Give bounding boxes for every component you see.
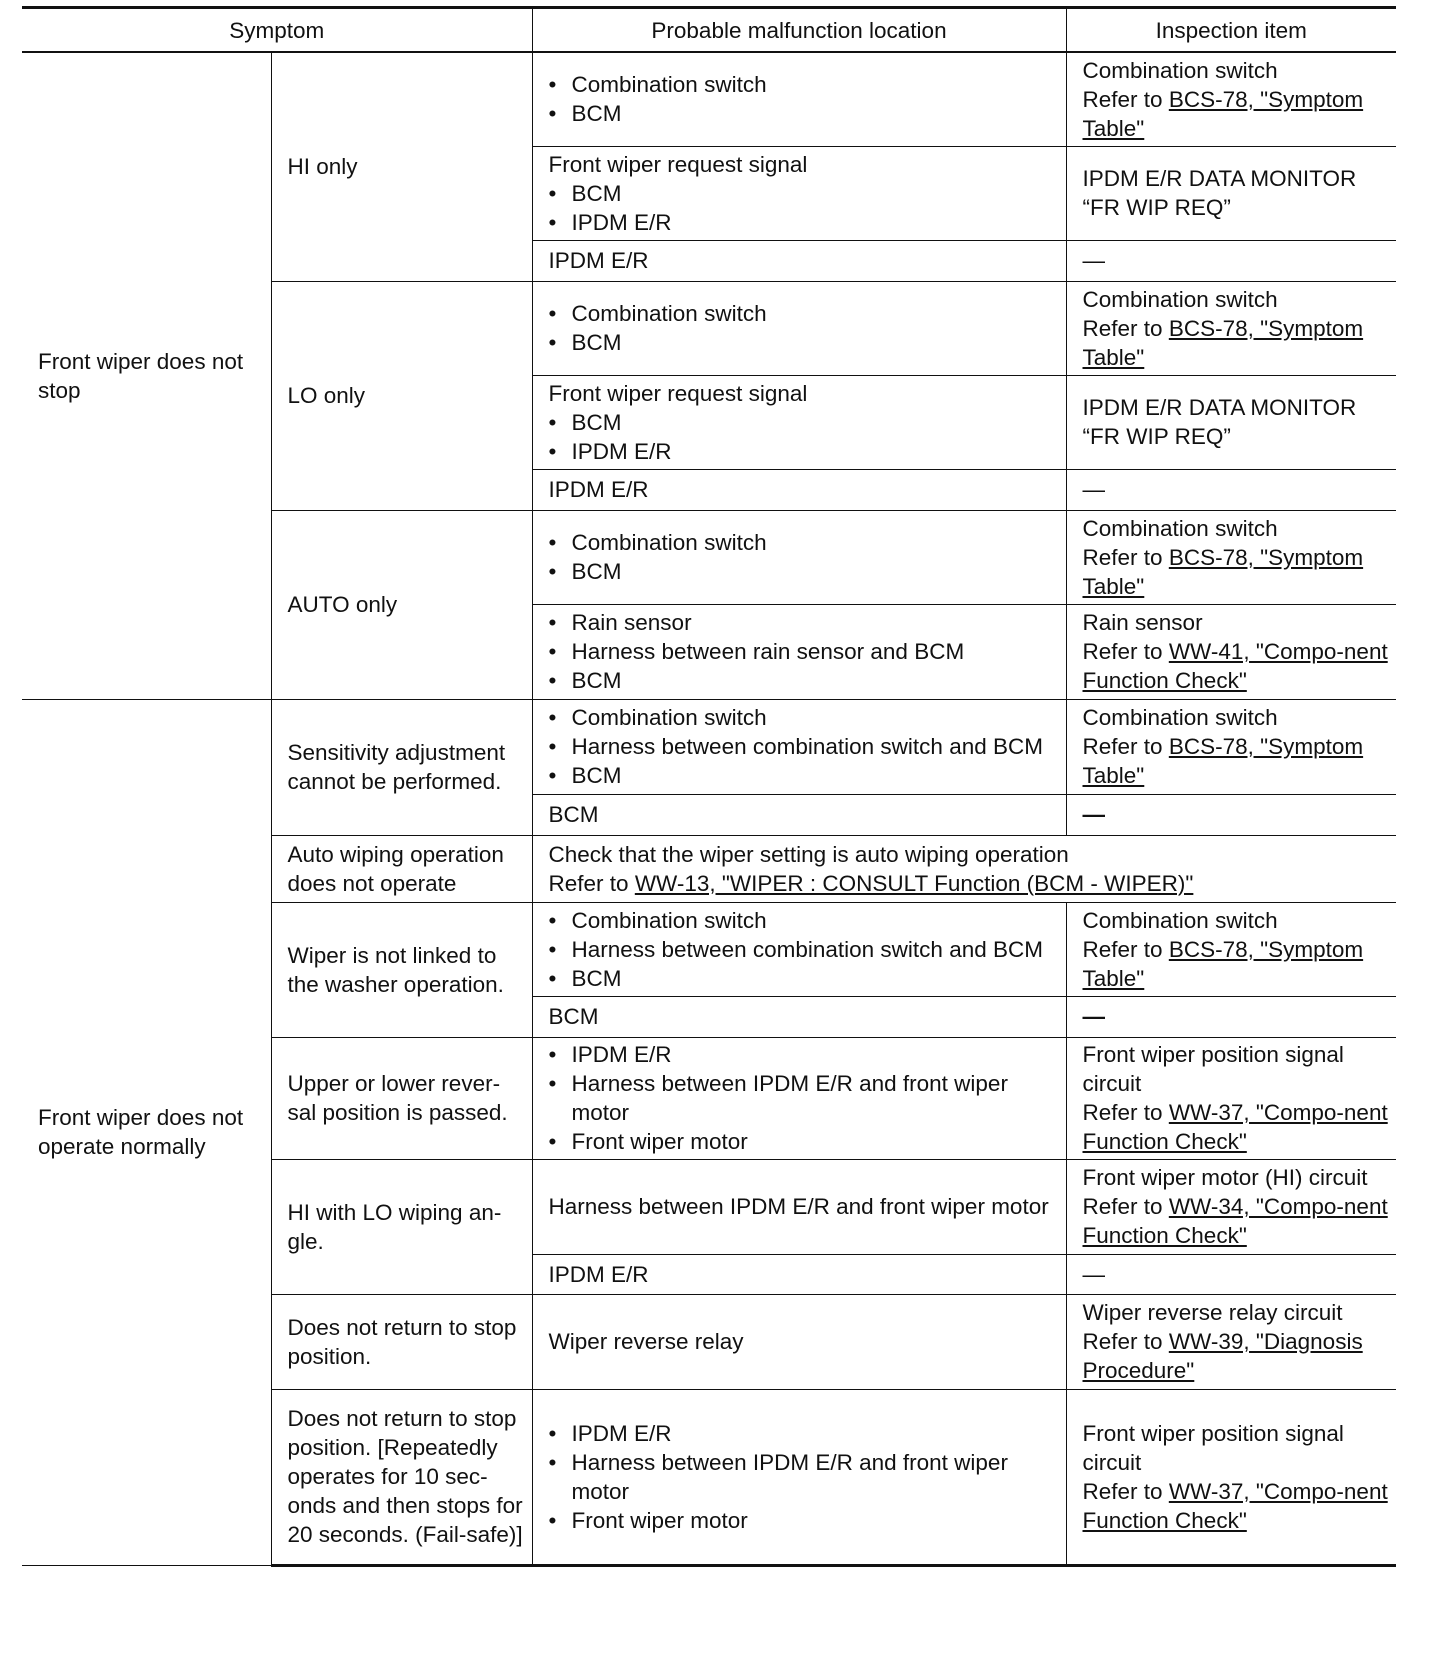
list-item: • BCM xyxy=(549,666,1058,695)
header-inspection: Inspection item xyxy=(1066,8,1396,53)
list-item: • Combination switch xyxy=(549,299,1058,328)
link-bcs-78-symptom-table[interactable]: BCS-78, "Symptom Table" xyxy=(1082,315,1364,370)
list-item: • BCM xyxy=(549,761,1058,790)
inspection-dash: — xyxy=(1066,1254,1396,1294)
refer-to-label: Refer to xyxy=(1082,544,1163,570)
header-location: Probable malfunction location xyxy=(532,8,1066,53)
list-item: • BCM xyxy=(549,557,1058,586)
location-cell xyxy=(532,281,1066,375)
inspection-title: Front wiper position signal circuit xyxy=(1082,1042,1344,1096)
inspection-cell xyxy=(1066,146,1396,240)
inspection-cell xyxy=(1066,52,1396,146)
list-item: • Front wiper motor xyxy=(549,1506,1058,1535)
list-item: • Front wiper motor xyxy=(549,1127,1058,1156)
monitor-item-label: “FR WIP REQ” xyxy=(1082,195,1231,220)
symptom-table xyxy=(22,6,1396,1567)
inspection-title: Rain sensor xyxy=(1082,610,1203,635)
refer-to-label: Refer to xyxy=(1082,1194,1163,1219)
inspection-cell xyxy=(1066,1037,1396,1159)
location-cell: IPDM E/R xyxy=(532,240,1066,281)
inspection-cell xyxy=(1066,604,1396,699)
list-item: • IPDM E/R xyxy=(549,437,1058,466)
symptom-group-not-stop: Front wiper does not stop xyxy=(22,52,271,699)
data-monitor-label: IPDM E/R DATA MONITOR xyxy=(1082,166,1357,191)
refer-to-label: Refer to xyxy=(1082,639,1163,664)
link-bcs-78-symptom-table[interactable]: BCS-78, "Symptom Table" xyxy=(1082,86,1364,141)
refer-to-label: Refer to xyxy=(1082,315,1163,341)
location-cell xyxy=(532,52,1066,146)
symptom-sensitivity: Sensitivity adjustment cannot be performed. xyxy=(271,699,532,835)
symptom-table-wrapper xyxy=(22,6,1396,1567)
refer-to-label: Refer to xyxy=(1082,936,1163,962)
link-ww-34-component-function-check[interactable]: WW-34, "Compo-nent Function Check" xyxy=(1082,1194,1388,1248)
inspection-dash: — xyxy=(1066,469,1396,510)
symptom-auto-wiping: Auto wiping operation does not operate xyxy=(271,835,532,902)
location-cell xyxy=(532,1037,1066,1159)
symptom-no-return: Does not return to stop position. xyxy=(271,1294,532,1389)
list-item: • Harness between combination switch and BCM xyxy=(549,732,1058,761)
location-cell xyxy=(532,604,1066,699)
location-cell xyxy=(532,375,1066,469)
list-item: • Harness between IPDM E/R and front wiper motor xyxy=(549,1448,1058,1506)
link-bcs-78-symptom-table[interactable]: BCS-78, "Symptom Table" xyxy=(1082,544,1364,599)
list-item: • Rain sensor xyxy=(549,608,1058,637)
inspection-cell xyxy=(1066,1159,1396,1254)
inspection-dash xyxy=(1066,996,1396,1037)
list-item: • BCM xyxy=(549,99,1058,128)
location-cell xyxy=(532,699,1066,794)
header-symptom: Symptom xyxy=(22,8,532,53)
list-item: • IPDM E/R xyxy=(549,1040,1058,1069)
list-item: • Harness between rain sensor and BCM xyxy=(549,637,1058,666)
symptom-no-return-failsafe: Does not return to stop position. [Repeatedly operates for 10 sec-onds and then stops for 20 seconds. (Fail-safe)] xyxy=(271,1389,532,1565)
link-ww-37-component-function-check[interactable]: WW-37, "Compo-nent Function Check" xyxy=(1082,1478,1388,1533)
dash-text: — xyxy=(1082,1004,1105,1029)
list-item: • BCM xyxy=(549,179,1058,208)
inspection-title: Combination switch xyxy=(1082,286,1278,312)
link-bcs-78-symptom-table[interactable]: BCS-78, "Symptom Table" xyxy=(1082,734,1364,788)
list-item: • BCM xyxy=(549,408,1058,437)
symptom-hi-only: HI only xyxy=(271,52,532,281)
link-ww-13-consult-function[interactable]: WW-13, "WIPER : CONSULT Function (BCM - WIPER)" xyxy=(634,870,1194,896)
inspection-title: Combination switch xyxy=(1082,907,1278,933)
inspection-title: Combination switch xyxy=(1082,515,1278,541)
symptom-hi-lo-angle: HI with LO wiping an-gle. xyxy=(271,1159,532,1294)
inspection-title: Front wiper motor (HI) circuit xyxy=(1082,1165,1368,1190)
location-cell: IPDM E/R xyxy=(532,1254,1066,1294)
link-ww-41-component-function-check[interactable]: WW-41, "Compo-nent Function Check" xyxy=(1082,639,1388,693)
inspection-cell xyxy=(1066,902,1396,996)
list-item: • Combination switch xyxy=(549,906,1058,935)
symptom-not-linked: Wiper is not linked to the washer operation. xyxy=(271,902,532,1037)
location-cell: IPDM E/R xyxy=(532,469,1066,510)
refer-to-label: Refer to xyxy=(1082,734,1163,759)
inspection-cell xyxy=(1066,1389,1396,1565)
location-cell xyxy=(532,510,1066,604)
refer-to-label: Refer to xyxy=(1082,86,1163,112)
inspection-dash xyxy=(1066,794,1396,835)
location-cell: Wiper reverse relay xyxy=(532,1294,1066,1389)
location-cell xyxy=(532,146,1066,240)
list-item: • BCM xyxy=(549,328,1058,357)
location-title: Front wiper request signal xyxy=(548,151,808,177)
symptom-lo-only: LO only xyxy=(271,281,532,510)
list-item: • Combination switch xyxy=(549,703,1058,732)
inspection-dash: — xyxy=(1066,240,1396,281)
table-row xyxy=(22,699,1396,794)
symptom-auto-only: AUTO only xyxy=(271,510,532,699)
location-cell: Harness between IPDM E/R and front wiper motor xyxy=(532,1159,1066,1254)
inspection-cell xyxy=(1066,510,1396,604)
inspection-title: Combination switch xyxy=(1082,57,1278,83)
list-item: • IPDM E/R xyxy=(549,1419,1058,1448)
link-ww-39-diagnosis-procedure[interactable]: WW-39, "Diagnosis Procedure" xyxy=(1082,1329,1363,1383)
data-monitor-label: IPDM E/R DATA MONITOR xyxy=(1082,395,1357,420)
table-row xyxy=(22,52,1396,146)
list-item: • IPDM E/R xyxy=(549,208,1058,237)
refer-to-label: Refer to xyxy=(1082,1329,1163,1354)
location-cell xyxy=(532,902,1066,996)
list-item: • Combination switch xyxy=(549,528,1058,557)
location-cell xyxy=(532,835,1396,902)
list-item: • Harness between combination switch and BCM xyxy=(549,935,1058,964)
inspection-title: Wiper reverse relay circuit xyxy=(1082,1300,1343,1325)
inspection-cell xyxy=(1066,699,1396,794)
inspection-title: Front wiper position signal circuit xyxy=(1082,1420,1344,1475)
inspection-cell xyxy=(1066,1294,1396,1389)
list-item: • Combination switch xyxy=(549,70,1058,99)
link-ww-37-component-function-check[interactable]: WW-37, "Compo-nent Function Check" xyxy=(1082,1100,1388,1154)
check-instruction: Check that the wiper setting is auto wiping operation xyxy=(548,841,1069,867)
table-header-row xyxy=(22,8,1396,53)
location-cell xyxy=(532,1389,1066,1565)
inspection-title: Combination switch xyxy=(1082,705,1278,730)
refer-to-label: Refer to xyxy=(1082,1478,1163,1504)
location-cell: BCM xyxy=(532,794,1066,835)
list-item: • BCM xyxy=(549,964,1058,993)
dash-text: — xyxy=(1082,802,1105,827)
refer-to-label: Refer to xyxy=(548,870,629,896)
location-cell: BCM xyxy=(532,996,1066,1037)
inspection-cell xyxy=(1066,281,1396,375)
list-item: • Harness between IPDM E/R and front wiper motor xyxy=(549,1069,1058,1127)
location-title: Front wiper request signal xyxy=(548,380,808,406)
link-bcs-78-symptom-table[interactable]: BCS-78, "Symptom Table" xyxy=(1082,936,1364,991)
inspection-cell xyxy=(1066,375,1396,469)
refer-to-label: Refer to xyxy=(1082,1100,1163,1125)
monitor-item-label: “FR WIP REQ” xyxy=(1082,424,1231,449)
symptom-reversal: Upper or lower rever-sal position is passed. xyxy=(271,1037,532,1159)
symptom-group-not-normal: Front wiper does not operate normally xyxy=(22,699,271,1565)
